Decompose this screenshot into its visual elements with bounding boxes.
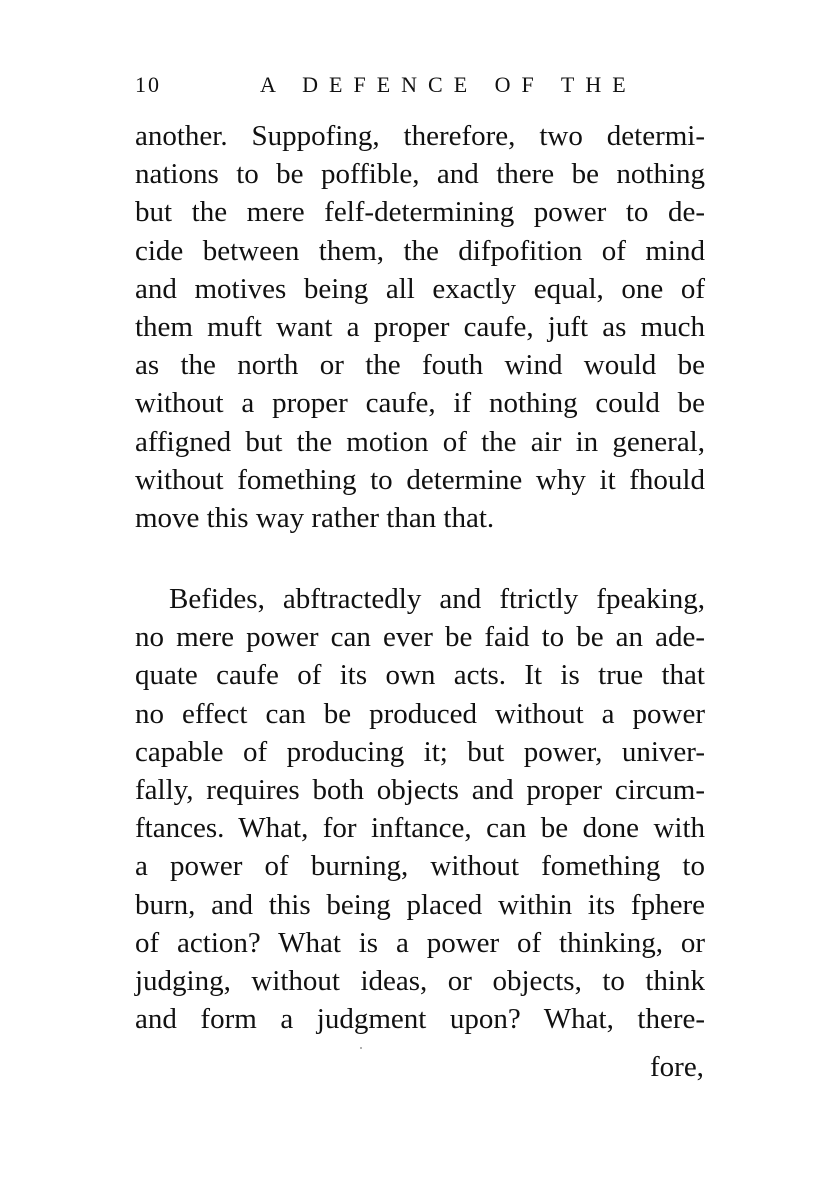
text-line: affigned but the motion of the air in general,: [135, 425, 705, 458]
text-line: of action? What is a power of thinking, or: [135, 926, 705, 959]
text-line: without fomething to determine why it fhould: [135, 463, 705, 496]
text-line: cide between them, the difpofition of mind: [135, 234, 705, 267]
running-head: [135, 68, 655, 102]
text-line: another. Suppofing, therefore, two determi-: [135, 120, 705, 152]
text-line: as the north or the fouth wind would be: [135, 349, 705, 382]
text-line: and form a judgment upon? What, there-: [135, 1003, 705, 1036]
paragraph-1: [135, 117, 705, 537]
running-title: A DEFENCE OF THE: [260, 72, 637, 97]
text-line: fally, requires both objects and proper circum-: [135, 773, 705, 806]
page-number: 10: [135, 72, 161, 97]
text-line: move this way rather than that.: [135, 501, 495, 534]
text-line: a power of burning, without fomething to: [135, 850, 705, 883]
text-line: them muft want a proper caufe, juft as much: [135, 310, 705, 343]
text-line: nations to be poffible, and there be nothing: [135, 158, 705, 191]
text-line: no mere power can ever be faid to be an ade-: [135, 621, 705, 654]
text-line: ftances. What, for inftance, can be done with: [135, 812, 705, 845]
text-line: judging, without ideas, or objects, to think: [135, 964, 705, 997]
text-line: without a proper caufe, if nothing could be: [135, 387, 705, 420]
text-line: no effect can be produced without a power: [135, 697, 705, 730]
text-line: quate caufe of its own acts. It is true that: [135, 659, 705, 692]
text-line: burn, and this being placed within its fphere: [135, 888, 705, 921]
catchword: fore,: [650, 1051, 704, 1083]
text-line: Befides, abftractedly and ftrictly fpeaking,: [169, 583, 705, 615]
paragraph-2: [135, 580, 705, 1038]
text-line: but the mere felf-determining power to de-: [135, 196, 705, 229]
text-line: and motives being all exactly equal, one of: [135, 272, 705, 305]
text-line: capable of producing it; but power, univer-: [135, 735, 705, 768]
ink-speck: [360, 1047, 362, 1049]
